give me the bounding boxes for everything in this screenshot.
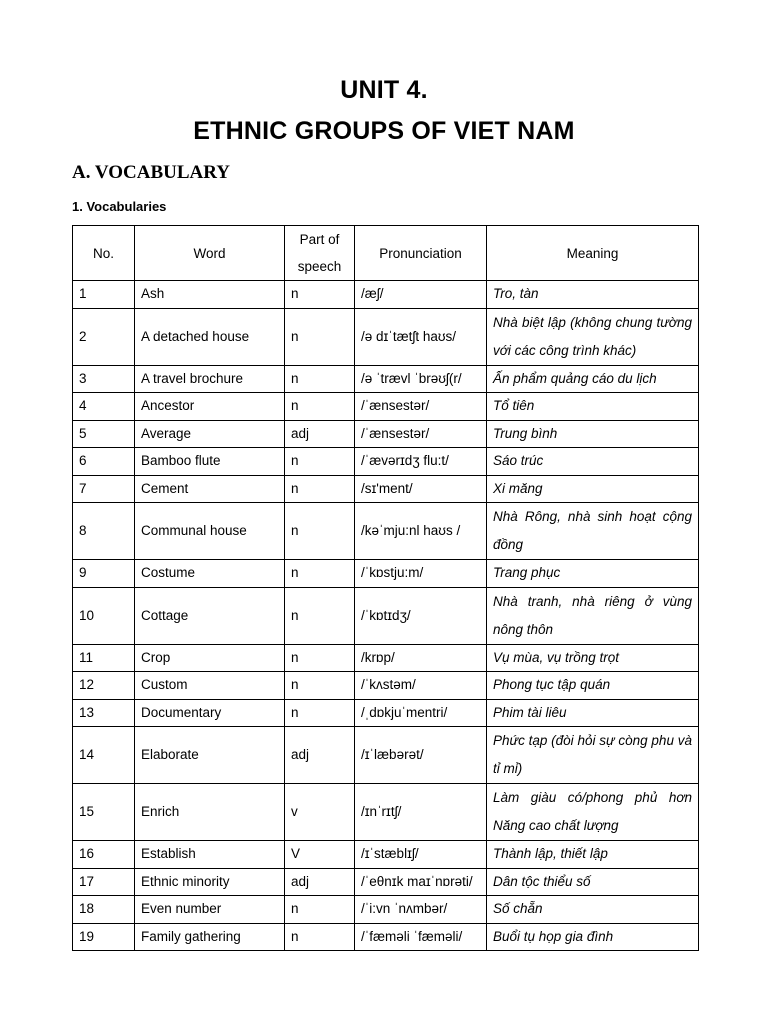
table-row: [73, 448, 699, 476]
column-header-part-of-speech: Part of speech: [285, 226, 355, 281]
cell-no: 18: [73, 896, 135, 924]
cell-pronunciation: /ɪˈstæblɪʃ/: [355, 841, 487, 869]
cell-meaning: Phim tài liêu: [487, 699, 699, 727]
cell-word: Family gathering: [135, 923, 285, 951]
cell-no: 12: [73, 672, 135, 700]
cell-pronunciation: /ə dɪˈtætʃt haʊs/: [355, 308, 487, 365]
cell-word: Even number: [135, 896, 285, 924]
table-row: [73, 503, 699, 560]
cell-part-of-speech: n: [285, 587, 355, 644]
table-row: [73, 475, 699, 503]
page-title: ETHNIC GROUPS OF VIET NAM: [193, 117, 575, 145]
cell-part-of-speech: v: [285, 784, 355, 841]
cell-no: 6: [73, 448, 135, 476]
cell-meaning: Tổ tiên: [487, 393, 699, 421]
cell-part-of-speech: n: [285, 644, 355, 672]
cell-part-of-speech: adj: [285, 727, 355, 784]
cell-no: 19: [73, 923, 135, 951]
cell-word: Custom: [135, 672, 285, 700]
cell-word: Costume: [135, 560, 285, 588]
cell-pronunciation: /æʃ/: [355, 281, 487, 309]
cell-meaning: Sáo trúc: [487, 448, 699, 476]
cell-pronunciation: /ɪˈlæbərət/: [355, 727, 487, 784]
cell-pronunciation: /ə ˈtrævl ˈbrəʊʃ(r/: [355, 365, 487, 393]
cell-no: 4: [73, 393, 135, 421]
vocabulary-table: [72, 225, 699, 951]
cell-meaning: Ấn phẩm quảng cáo du lịch: [487, 365, 699, 393]
column-header-pronunciation: Pronunciation: [355, 226, 487, 281]
cell-pronunciation: /ˈænsestər/: [355, 393, 487, 421]
subsection-heading: 1. Vocabularies: [72, 199, 167, 214]
cell-meaning: Nhà Rông, nhà sinh hoạt cộng đồng: [487, 503, 699, 560]
cell-pronunciation: /ˌdɒkjuˈmentri/: [355, 699, 487, 727]
cell-pronunciation: /ˈi:vn ˈnʌmbər/: [355, 896, 487, 924]
cell-no: 8: [73, 503, 135, 560]
cell-pronunciation: /ˈkʌstəm/: [355, 672, 487, 700]
table-row: [73, 727, 699, 784]
cell-word: A detached house: [135, 308, 285, 365]
table-row: [73, 841, 699, 869]
cell-word: Communal house: [135, 503, 285, 560]
cell-pronunciation: /kəˈmju:nl haʊs /: [355, 503, 487, 560]
cell-word: Cottage: [135, 587, 285, 644]
cell-meaning: Thành lập, thiết lập: [487, 841, 699, 869]
table-row: [73, 587, 699, 644]
cell-pronunciation: /ˈkɒtɪdʒ/: [355, 587, 487, 644]
cell-word: Average: [135, 420, 285, 448]
cell-word: Establish: [135, 841, 285, 869]
table-row: [73, 365, 699, 393]
cell-meaning: Phong tục tập quán: [487, 672, 699, 700]
cell-meaning: Buổi tụ họp gia đình: [487, 923, 699, 951]
cell-meaning: Phức tạp (đòi hỏi sự còng phu và tỉ mỉ): [487, 727, 699, 784]
cell-word: Cement: [135, 475, 285, 503]
cell-part-of-speech: n: [285, 365, 355, 393]
cell-meaning: Dân tộc thiểu số: [487, 868, 699, 896]
cell-pronunciation: /ˈfæməli ˈfæməli/: [355, 923, 487, 951]
cell-no: 17: [73, 868, 135, 896]
cell-meaning: Số chẵn: [487, 896, 699, 924]
cell-part-of-speech: n: [285, 560, 355, 588]
cell-no: 14: [73, 727, 135, 784]
cell-meaning: Trang phục: [487, 560, 699, 588]
cell-no: 11: [73, 644, 135, 672]
table-header-row: [73, 226, 699, 281]
cell-word: Elaborate: [135, 727, 285, 784]
cell-part-of-speech: adj: [285, 868, 355, 896]
cell-pronunciation: /ˈævərɪdʒ flu:t/: [355, 448, 487, 476]
cell-part-of-speech: n: [285, 448, 355, 476]
cell-part-of-speech: n: [285, 393, 355, 421]
table-row: [73, 560, 699, 588]
column-header-no: No.: [73, 226, 135, 281]
cell-no: 10: [73, 587, 135, 644]
cell-word: A travel brochure: [135, 365, 285, 393]
cell-part-of-speech: n: [285, 699, 355, 727]
table-row: [73, 393, 699, 421]
cell-no: 16: [73, 841, 135, 869]
cell-no: 2: [73, 308, 135, 365]
cell-part-of-speech: V: [285, 841, 355, 869]
cell-part-of-speech: n: [285, 923, 355, 951]
cell-part-of-speech: n: [285, 475, 355, 503]
cell-no: 3: [73, 365, 135, 393]
cell-no: 5: [73, 420, 135, 448]
cell-no: 13: [73, 699, 135, 727]
column-header-meaning: Meaning: [487, 226, 699, 281]
table-row: [73, 923, 699, 951]
cell-part-of-speech: n: [285, 896, 355, 924]
table-row: [73, 281, 699, 309]
cell-word: Ancestor: [135, 393, 285, 421]
cell-pronunciation: /ɪnˈrɪtʃ/: [355, 784, 487, 841]
table-row: [73, 868, 699, 896]
cell-meaning: Tro, tàn: [487, 281, 699, 309]
cell-no: 7: [73, 475, 135, 503]
cell-word: Documentary: [135, 699, 285, 727]
table-row: [73, 308, 699, 365]
cell-word: Ash: [135, 281, 285, 309]
cell-pronunciation: /ˈænsestər/: [355, 420, 487, 448]
cell-no: 9: [73, 560, 135, 588]
cell-pronunciation: /krɒp/: [355, 644, 487, 672]
cell-no: 15: [73, 784, 135, 841]
cell-meaning: Trung bình: [487, 420, 699, 448]
section-heading: A. VOCABULARY: [72, 162, 231, 183]
cell-meaning: Làm giàu có/phong phủ hơn Năng cao chất lượng: [487, 784, 699, 841]
table-row: [73, 699, 699, 727]
cell-meaning: Nhà tranh, nhà riêng ở vùng nông thôn: [487, 587, 699, 644]
cell-meaning: Vụ mùa, vụ trồng trọt: [487, 644, 699, 672]
cell-pronunciation: /ˈkɒstju:m/: [355, 560, 487, 588]
table-row: [73, 644, 699, 672]
cell-part-of-speech: n: [285, 281, 355, 309]
cell-part-of-speech: adj: [285, 420, 355, 448]
cell-word: Crop: [135, 644, 285, 672]
cell-part-of-speech: n: [285, 503, 355, 560]
table-row: [73, 420, 699, 448]
cell-meaning: Nhà biệt lập (không chung tường với các công trình khác): [487, 308, 699, 365]
cell-pronunciation: /ˈeθnɪk maɪˈnɒrəti/: [355, 868, 487, 896]
unit-heading: UNIT 4.: [340, 76, 428, 104]
cell-part-of-speech: n: [285, 672, 355, 700]
table-row: [73, 896, 699, 924]
table-row: [73, 784, 699, 841]
cell-word: Enrich: [135, 784, 285, 841]
cell-word: Bamboo flute: [135, 448, 285, 476]
cell-meaning: Xi măng: [487, 475, 699, 503]
cell-word: Ethnic minority: [135, 868, 285, 896]
cell-pronunciation: /sɪ'ment/: [355, 475, 487, 503]
cell-no: 1: [73, 281, 135, 309]
column-header-word: Word: [135, 226, 285, 281]
cell-part-of-speech: n: [285, 308, 355, 365]
table-row: [73, 672, 699, 700]
